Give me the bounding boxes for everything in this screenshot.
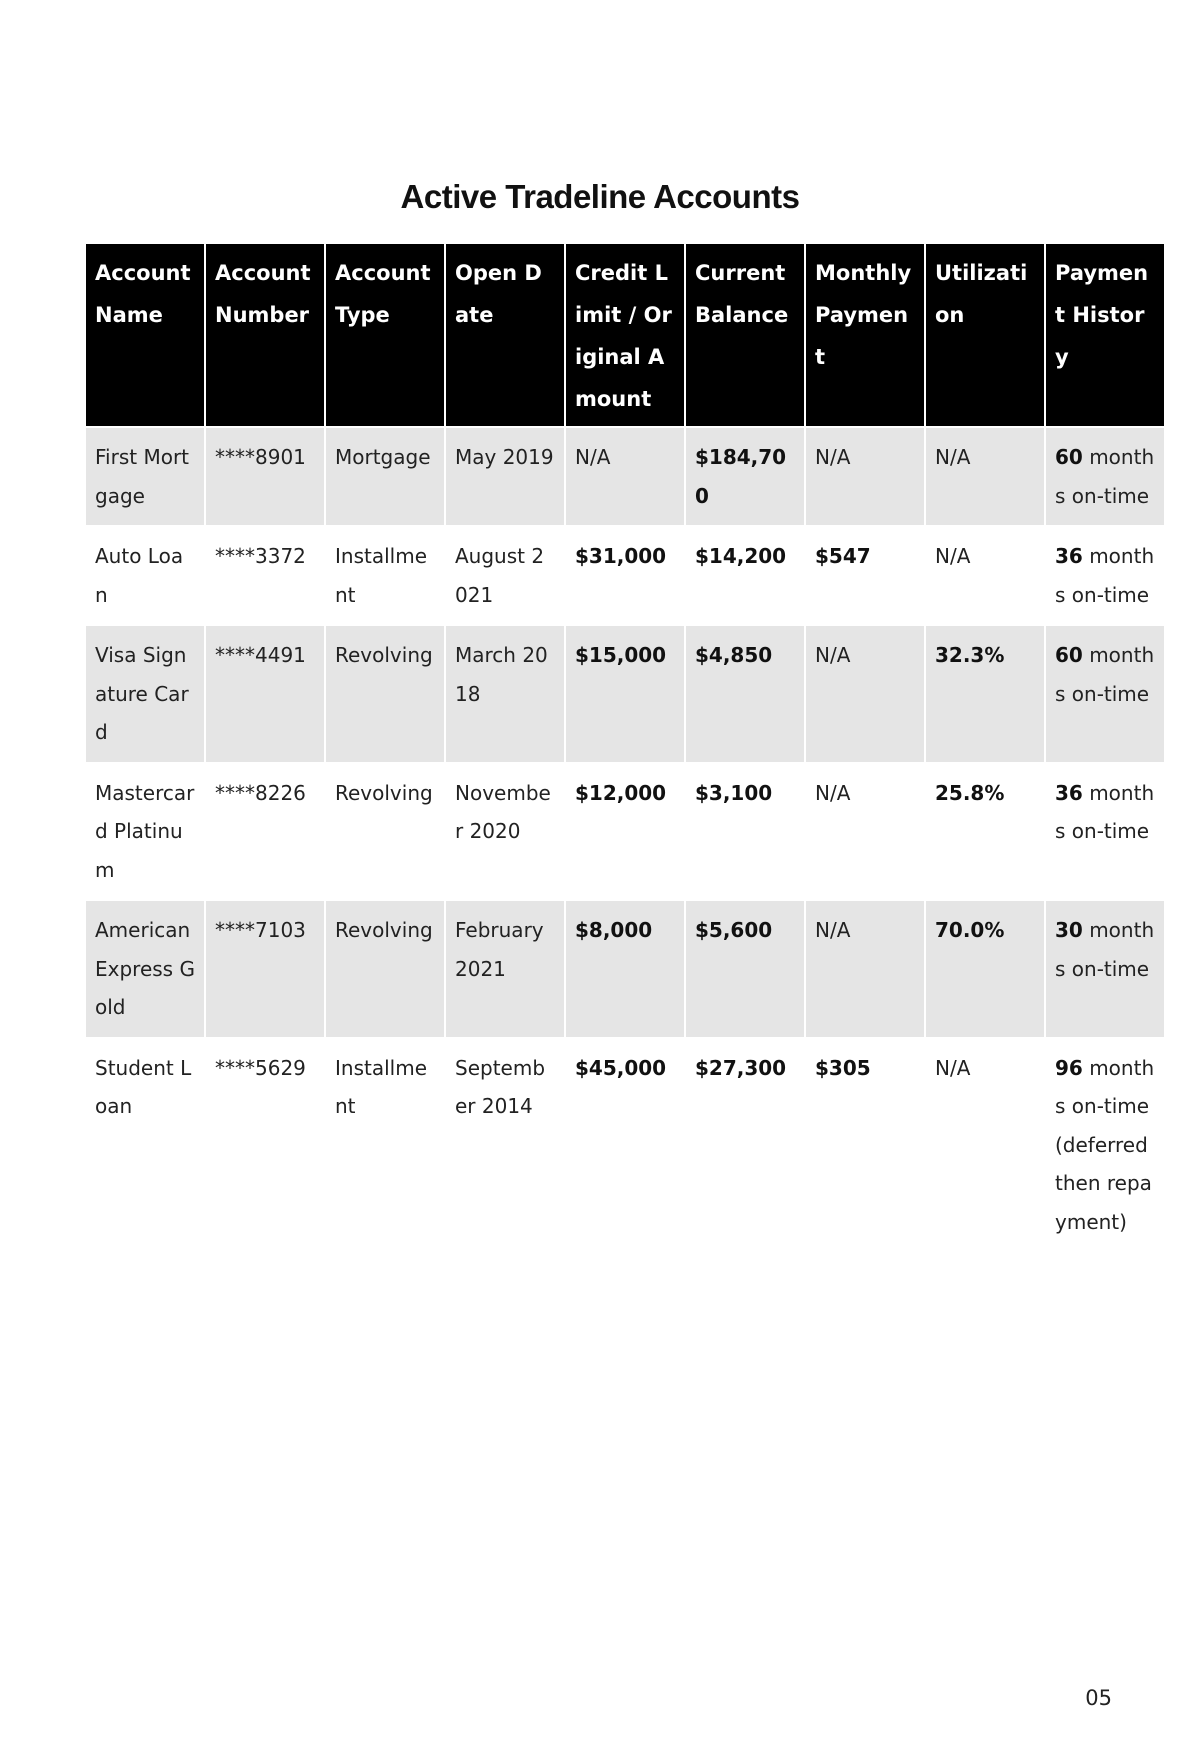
cell-utilization: N/A	[925, 427, 1045, 526]
cell-open-date: September 2014	[445, 1038, 565, 1253]
cell-current-balance: $3,100	[685, 763, 805, 901]
history-months: 36	[1055, 544, 1083, 568]
header-open-date: Open Date	[445, 243, 565, 427]
cell-account-number: ****3372	[205, 526, 325, 625]
cell-account-name: American Express Gold	[85, 900, 205, 1038]
cell-utilization: 25.8%	[925, 763, 1045, 901]
table-row	[85, 526, 1165, 625]
cell-open-date: August 2021	[445, 526, 565, 625]
cell-account-name: Auto Loan	[85, 526, 205, 625]
cell-payment-history	[1045, 900, 1165, 1038]
cell-current-balance: $4,850	[685, 625, 805, 763]
cell-account-type: Mortgage	[325, 427, 445, 526]
history-detail: months on-time	[1055, 445, 1155, 508]
header-utilization: Utilization	[925, 243, 1045, 427]
cell-account-number: ****8901	[205, 427, 325, 526]
cell-account-type: Revolving	[325, 625, 445, 763]
history-detail: months on-time	[1055, 780, 1155, 843]
cell-account-name: Visa Signature Card	[85, 625, 205, 763]
table-row	[85, 900, 1165, 1038]
header-current-balance: Current Balance	[685, 243, 805, 427]
cell-payment-history	[1045, 427, 1165, 526]
history-months: 30	[1055, 918, 1083, 942]
cell-account-number: ****4491	[205, 625, 325, 763]
header-account-type: Account Type	[325, 243, 445, 427]
page-title: Active Tradeline Accounts	[400, 178, 800, 215]
history-months: 36	[1055, 780, 1083, 805]
tradeline-table	[84, 242, 1166, 1253]
tradeline-table-container	[84, 242, 1155, 1253]
cell-credit-limit: $15,000	[565, 625, 685, 763]
cell-account-type: Installment	[325, 526, 445, 625]
cell-account-name: Mastercard Platinum	[85, 763, 205, 901]
history-months: 60	[1055, 445, 1083, 469]
header-credit-limit: Credit Limit / Original Amount	[565, 243, 685, 427]
cell-account-number: ****8226	[205, 763, 325, 901]
cell-credit-limit: $8,000	[565, 900, 685, 1038]
header-account-name: Account Name	[85, 243, 205, 427]
cell-open-date: February 2021	[445, 900, 565, 1038]
header-account-number: Account Number	[205, 243, 325, 427]
cell-payment-history	[1045, 1038, 1165, 1253]
cell-monthly-payment: $305	[805, 1038, 925, 1253]
history-months: 60	[1055, 643, 1083, 667]
table-row	[85, 1038, 1165, 1253]
cell-monthly-payment: N/A	[805, 763, 925, 901]
history-detail: months on-time	[1055, 544, 1155, 607]
cell-monthly-payment: N/A	[805, 625, 925, 763]
history-detail: months on-time	[1055, 918, 1155, 981]
history-detail: months on-time (deferred then repayment)	[1055, 1055, 1155, 1234]
cell-account-number: ****5629	[205, 1038, 325, 1253]
cell-account-type: Revolving	[325, 900, 445, 1038]
cell-open-date: November 2020	[445, 763, 565, 901]
cell-account-number: ****7103	[205, 900, 325, 1038]
cell-utilization: 32.3%	[925, 625, 1045, 763]
history-months: 96	[1055, 1055, 1083, 1080]
header-monthly-payment: Monthly Payment	[805, 243, 925, 427]
cell-open-date: March 2018	[445, 625, 565, 763]
cell-open-date: May 2019	[445, 427, 565, 526]
cell-current-balance: $27,300	[685, 1038, 805, 1253]
cell-account-type: Installment	[325, 1038, 445, 1253]
cell-current-balance: $5,600	[685, 900, 805, 1038]
cell-credit-limit: $12,000	[565, 763, 685, 901]
cell-account-name: First Mortgage	[85, 427, 205, 526]
cell-account-name: Student Loan	[85, 1038, 205, 1253]
cell-credit-limit: $31,000	[565, 526, 685, 625]
page-number: 05	[1085, 1686, 1112, 1710]
cell-payment-history	[1045, 625, 1165, 763]
table-row	[85, 763, 1165, 901]
cell-credit-limit: $45,000	[565, 1038, 685, 1253]
cell-current-balance: $14,200	[685, 526, 805, 625]
history-detail: months on-time	[1055, 643, 1155, 706]
cell-account-type: Revolving	[325, 763, 445, 901]
cell-utilization: N/A	[925, 1038, 1045, 1253]
cell-payment-history	[1045, 763, 1165, 901]
table-row	[85, 427, 1165, 526]
cell-payment-history	[1045, 526, 1165, 625]
cell-credit-limit: N/A	[565, 427, 685, 526]
cell-utilization: 70.0%	[925, 900, 1045, 1038]
cell-monthly-payment: $547	[805, 526, 925, 625]
cell-monthly-payment: N/A	[805, 900, 925, 1038]
table-row	[85, 625, 1165, 763]
cell-utilization: N/A	[925, 526, 1045, 625]
cell-current-balance: $184,700	[685, 427, 805, 526]
cell-monthly-payment: N/A	[805, 427, 925, 526]
header-payment-history: Payment History	[1045, 243, 1165, 427]
table-header-row	[85, 243, 1165, 427]
